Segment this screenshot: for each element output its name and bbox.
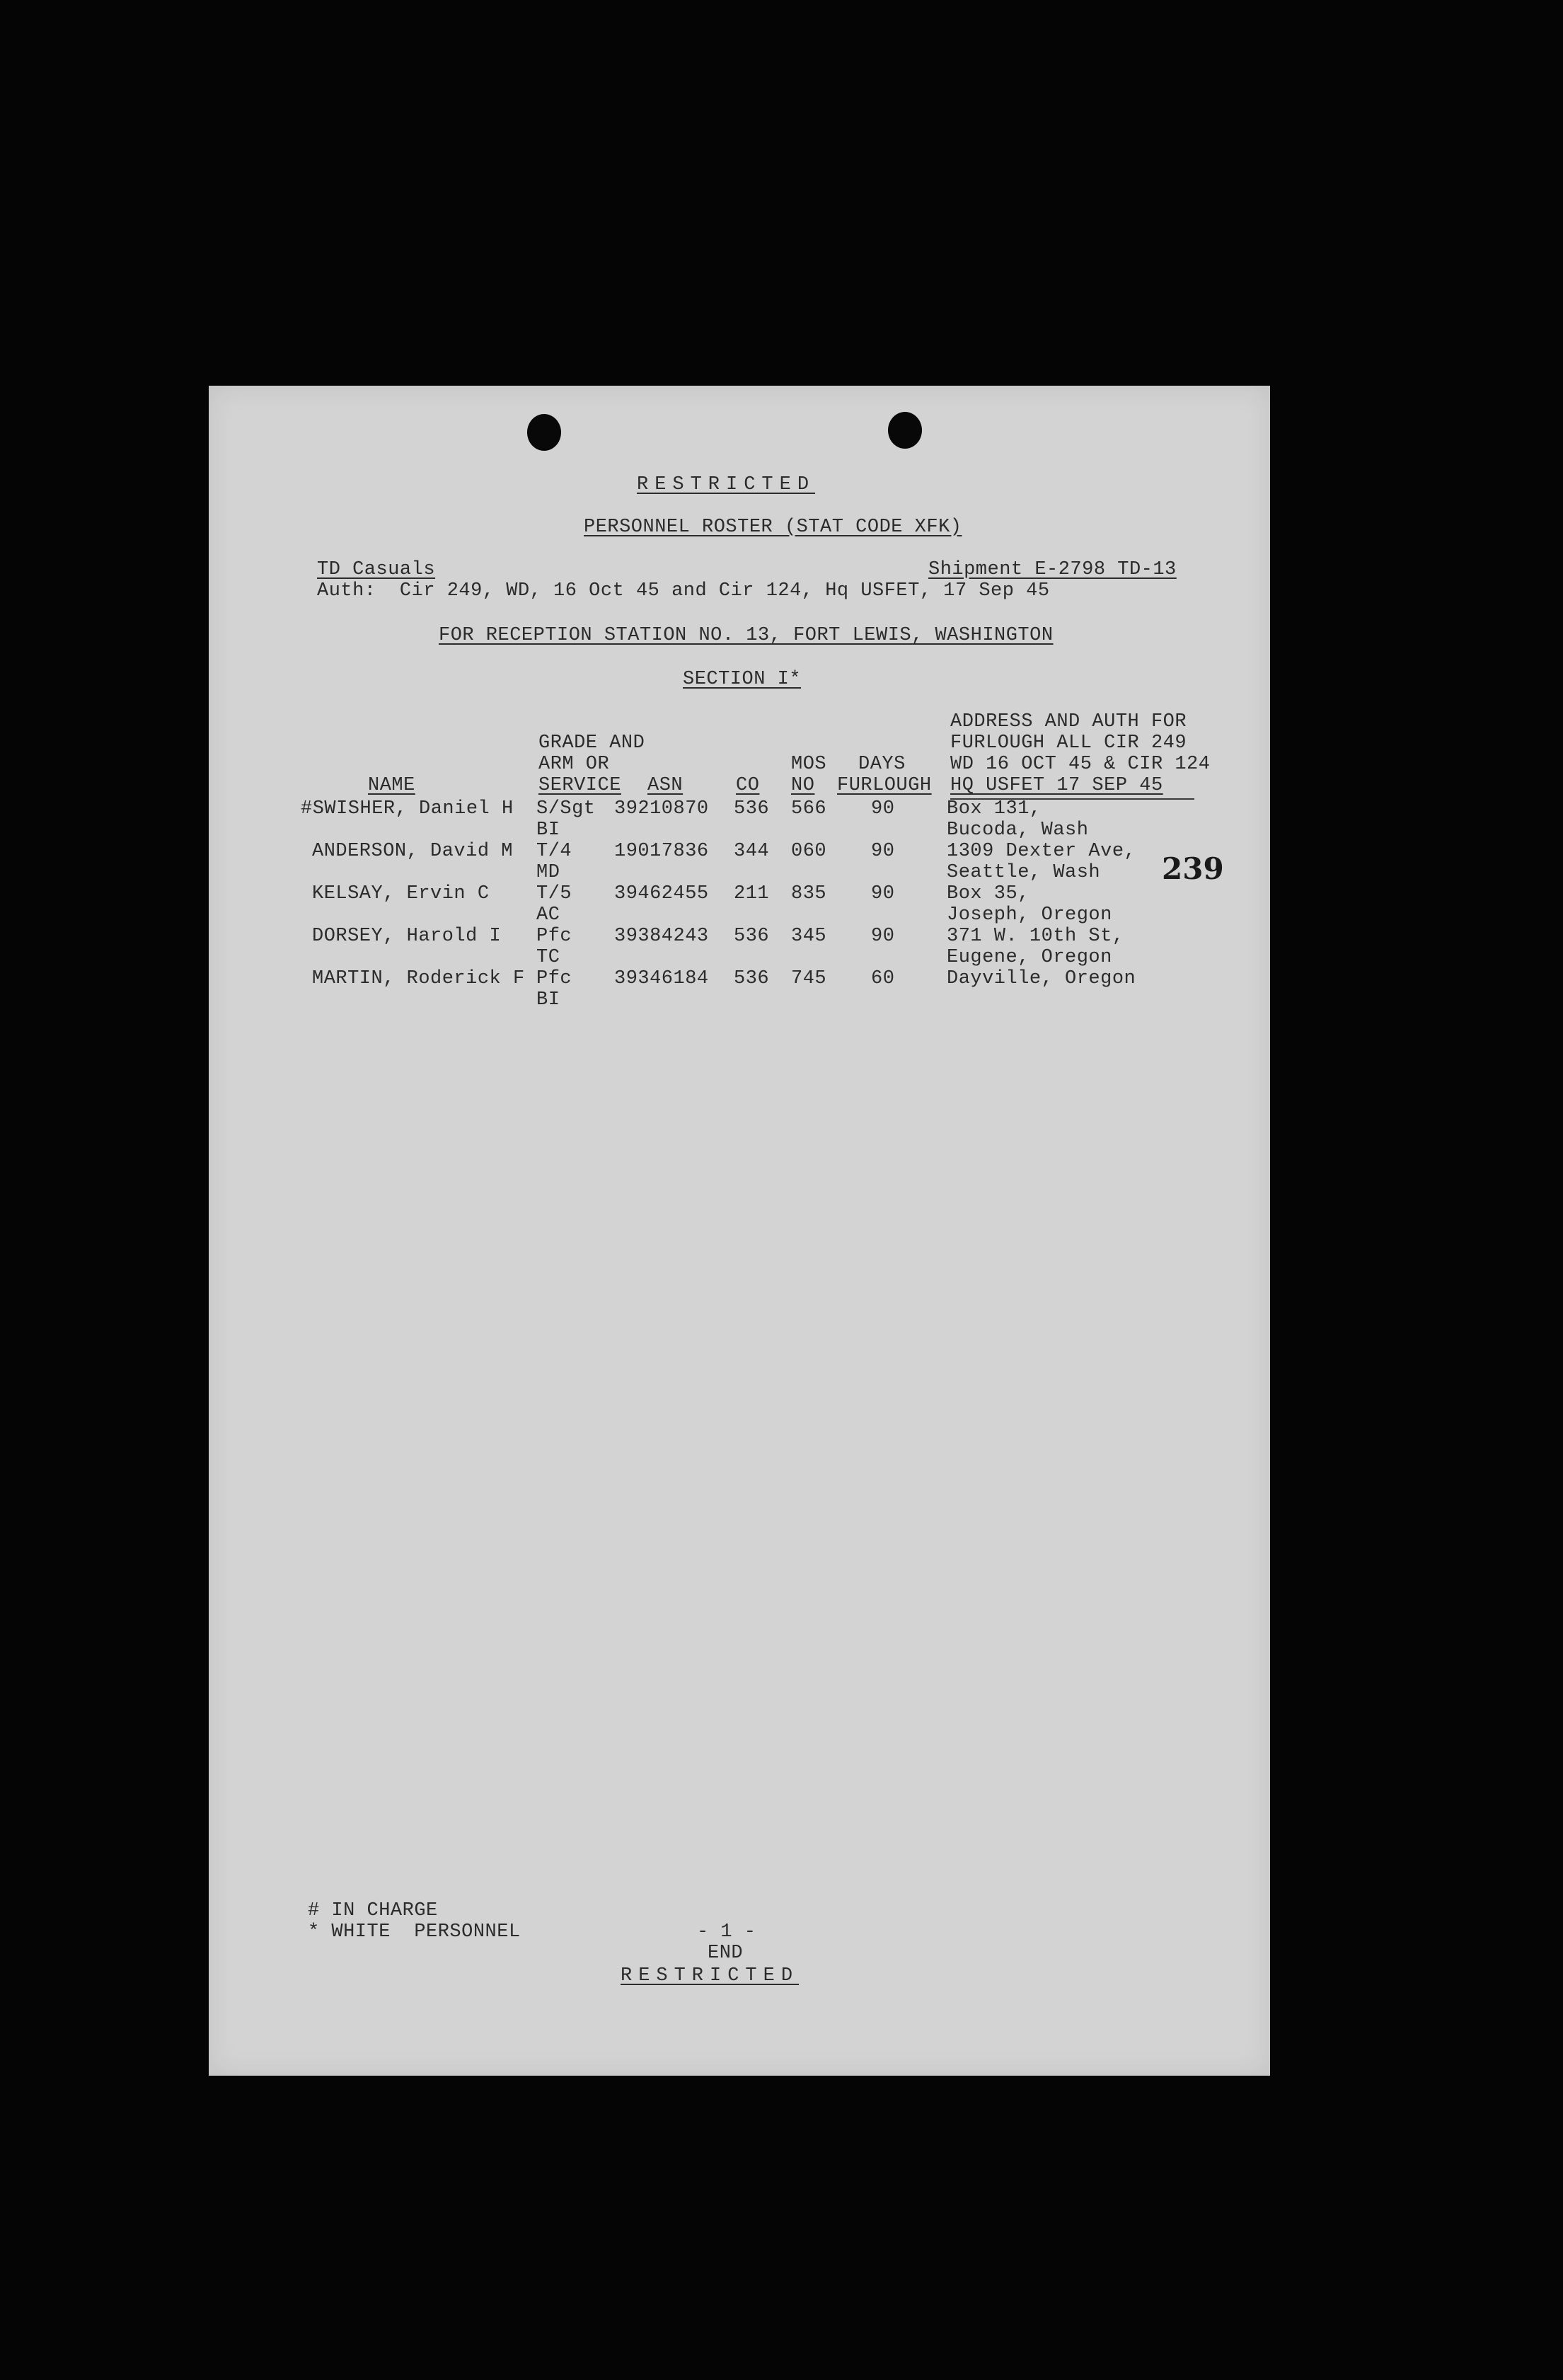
cell-name: DORSEY, Harold I [312, 926, 502, 947]
cell-grade: T/4 [536, 841, 572, 862]
header-grade-1: GRADE AND [538, 732, 645, 754]
cell-mos: 345 [791, 926, 827, 947]
header-address-4: HQ USFET 17 SEP 45 [950, 775, 1163, 796]
footnote-white-personnel: * WHITE PERSONNEL [308, 1921, 521, 1943]
cell-address-1: Dayville, Oregon [947, 968, 1136, 989]
cell-address-2: Seattle, Wash [947, 862, 1101, 883]
header-co: CO [736, 775, 760, 796]
cell-arm: AC [536, 904, 560, 926]
cell-arm: TC [536, 947, 560, 968]
cell-mos: 060 [791, 841, 827, 862]
header-days-2: FURLOUGH [837, 775, 932, 796]
cell-grade: T/5 [536, 883, 572, 904]
cell-name: MARTIN, Roderick F [312, 968, 525, 989]
unit-label: TD Casuals [317, 559, 436, 580]
punch-hole-right [888, 412, 922, 449]
cell-grade: S/Sgt [536, 798, 596, 820]
header-name: NAME [368, 775, 415, 796]
header-grade-2: ARM OR [538, 754, 610, 775]
cell-mos: 835 [791, 883, 827, 904]
cell-asn: 39384243 [614, 926, 709, 947]
footnote-in-charge: # IN CHARGE [308, 1900, 438, 1921]
header-mos-2: NO [791, 775, 815, 796]
bottom-restricted: RESTRICTED [621, 1965, 800, 1987]
cell-asn: 39462455 [614, 883, 709, 904]
cell-grade: Pfc [536, 968, 572, 989]
cell-address-1: Box 35, [947, 883, 1029, 904]
cell-arm: MD [536, 862, 560, 883]
cell-name: ANDERSON, David M [312, 841, 513, 862]
cell-arm: BI [536, 989, 560, 1011]
cell-arm: BI [536, 820, 560, 841]
header-days-1: DAYS [858, 754, 906, 775]
header-grade-3: SERVICE [538, 775, 621, 796]
cell-mos: 566 [791, 798, 827, 820]
cell-address-1: Box 131, [947, 798, 1042, 820]
cell-asn: 19017836 [614, 841, 709, 862]
cell-co: 211 [734, 883, 770, 904]
cell-name: KELSAY, Ervin C [312, 883, 490, 904]
cell-asn: 39346184 [614, 968, 709, 989]
header-mos-1: MOS [791, 754, 827, 775]
cell-co: 344 [734, 841, 770, 862]
header-address-2: FURLOUGH ALL CIR 249 [950, 732, 1187, 754]
cell-grade: Pfc [536, 926, 572, 947]
punch-hole-left [527, 414, 561, 451]
top-restricted: RESTRICTED [637, 474, 816, 495]
cell-days: 90 [871, 883, 895, 904]
header-address-1: ADDRESS AND AUTH FOR [950, 711, 1187, 732]
cell-address-1: 1309 Dexter Ave, [947, 841, 1136, 862]
end-label: END [708, 1943, 744, 1964]
cell-co: 536 [734, 798, 770, 820]
cell-address-2: Joseph, Oregon [947, 904, 1112, 926]
cell-address-2: Bucoda, Wash [947, 820, 1089, 841]
cell-days: 90 [871, 798, 895, 820]
cell-address-2: Eugene, Oregon [947, 947, 1112, 968]
cell-name: #SWISHER, Daniel H [301, 798, 514, 820]
cell-days: 90 [871, 926, 895, 947]
roster-title: PERSONNEL ROSTER (STAT CODE XFK) [584, 517, 962, 538]
cell-co: 536 [734, 926, 770, 947]
page-number: - 1 - [697, 1921, 756, 1943]
cell-address-1: 371 W. 10th St, [947, 926, 1124, 947]
header-address-3: WD 16 OCT 45 & CIR 124 [950, 754, 1211, 775]
page-stamp: 239 [1162, 851, 1224, 886]
cell-asn: 39210870 [614, 798, 709, 820]
header-asn: ASN [647, 775, 684, 796]
cell-days: 90 [871, 841, 895, 862]
cell-co: 536 [734, 968, 770, 989]
section-label: SECTION I* [683, 669, 802, 690]
cell-days: 60 [871, 968, 895, 989]
destination-line: FOR RECEPTION STATION NO. 13, FORT LEWIS, WASHINGTON [439, 625, 1054, 646]
auth-line: Auth: Cir 249, WD, 16 Oct 45 and Cir 124, Hq USFET, 17 Sep 45 [317, 580, 1050, 602]
shipment-label: Shipment E-2798 TD-13 [928, 559, 1177, 580]
cell-mos: 745 [791, 968, 827, 989]
document-page [209, 386, 1270, 2076]
